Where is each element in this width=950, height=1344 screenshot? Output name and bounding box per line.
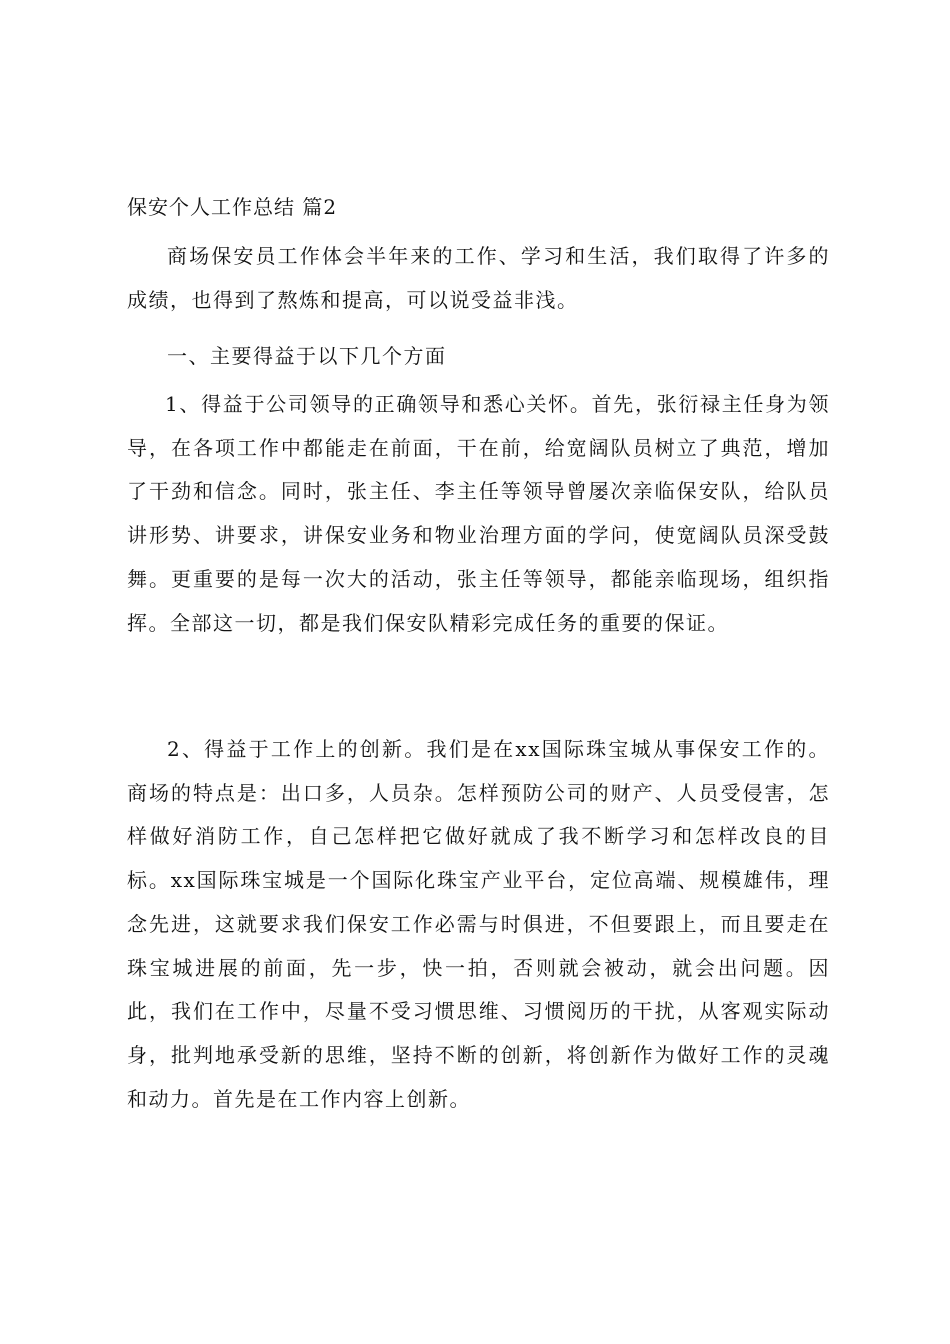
paragraph-intro: 商场保安员工作体会半年来的工作、学习和生活，我们取得了许多的成绩，也得到了熬炼和提高，可以说受益非浅。	[127, 244, 830, 312]
paragraph-section-heading: 一、主要得益于以下几个方面	[167, 344, 447, 368]
paragraph-point-2: 2、得益于工作上的创新。我们是在xx国际珠宝城从事保安工作的。商场的特点是：出口多，人员杂。怎样预防公司的财产、人员受侵害，怎样做好消防工作，自己怎样把它做好就成了我不断学习和怎样改良的目标。xx国际珠宝城是一个国际化珠宝产业平台，定位高端、规模雄伟，理念先进，这就要求我们保安工作必需与时俱进，不但要跟上，而且要走在珠宝城进展的前面，先一步，快一拍，否则就会被动，就会出问题。因此，我们在工作中，尽量不受习惯思维、习惯阅历的干扰，从客观实际动身，批判地承受新的思维，坚持不断的创新，将创新作为做好工作的灵魂和动力。首先是在工作内容上创新。	[127, 737, 830, 1111]
paragraph-point-1: 1、得益于公司领导的正确领导和悉心关怀。首先，张衍禄主任身为领导，在各项工作中都能走在前面，干在前，给宽阔队员树立了典范，增加了干劲和信念。同时，张主任、李主任等领导曾屡次亲临保安队，给队员讲形势、讲要求，讲保安业务和物业治理方面的学问，使宽阔队员深受鼓舞。更重要的是每一次大的活动，张主任等领导，都能亲临现场，组织指挥。全部这一切，都是我们保安队精彩完成任务的重要的保证。	[127, 392, 830, 635]
document-page	[127, 0, 830, 1344]
document-title: 保安个人工作总结 篇2	[127, 195, 338, 219]
